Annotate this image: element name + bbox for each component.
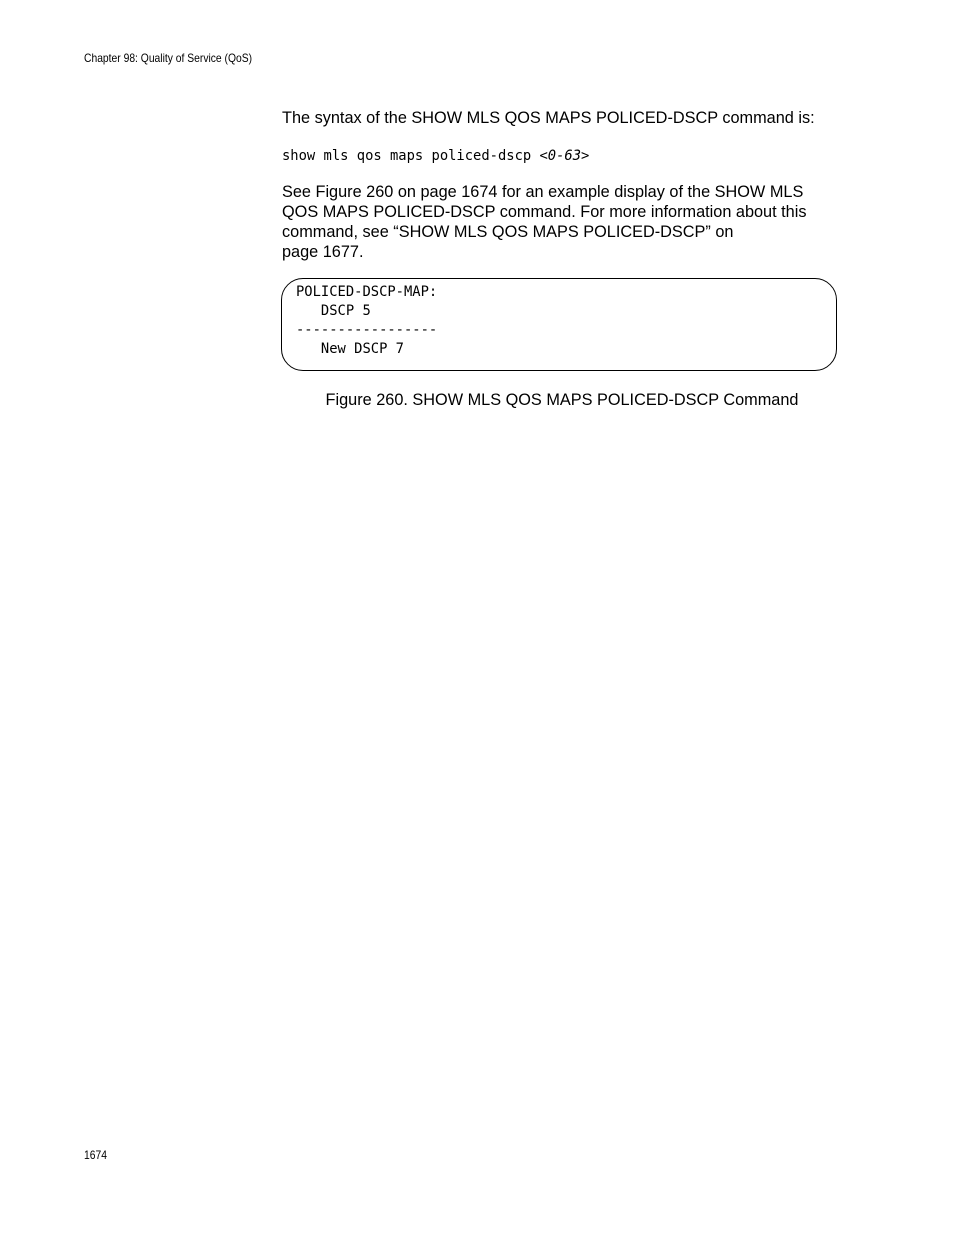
- command-syntax: [282, 146, 589, 166]
- output-line-1: POLICED-DSCP-MAP:: [296, 284, 438, 300]
- syntax-intro-paragraph: The syntax of the SHOW MLS QOS MAPS POLICED-DSCP command is:: [282, 109, 815, 127]
- output-line-3: -----------------: [296, 322, 438, 338]
- see-line-3: command, see “SHOW MLS QOS MAPS POLICED-DSCP” on: [282, 223, 734, 241]
- see-line-2: QOS MAPS POLICED-DSCP command. For more information about this: [282, 203, 807, 221]
- figure-caption: Figure 260. SHOW MLS QOS MAPS POLICED-DSCP Command: [325, 391, 799, 409]
- command-argument: <0-63>: [539, 148, 590, 164]
- output-line-2: DSCP 5: [296, 303, 371, 319]
- running-header: Chapter 98: Quality of Service (QoS): [84, 51, 253, 65]
- see-line-1: See Figure 260 on page 1674 for an example display of the SHOW MLS: [282, 183, 804, 201]
- see-figure-paragraph: [282, 182, 842, 262]
- command-text: show mls qos maps policed-dscp: [282, 148, 540, 164]
- command-output-box: [281, 278, 837, 371]
- page-number: 1674: [84, 1148, 107, 1162]
- output-line-4: New DSCP 7: [296, 341, 404, 357]
- see-line-4: page 1677.: [282, 243, 364, 261]
